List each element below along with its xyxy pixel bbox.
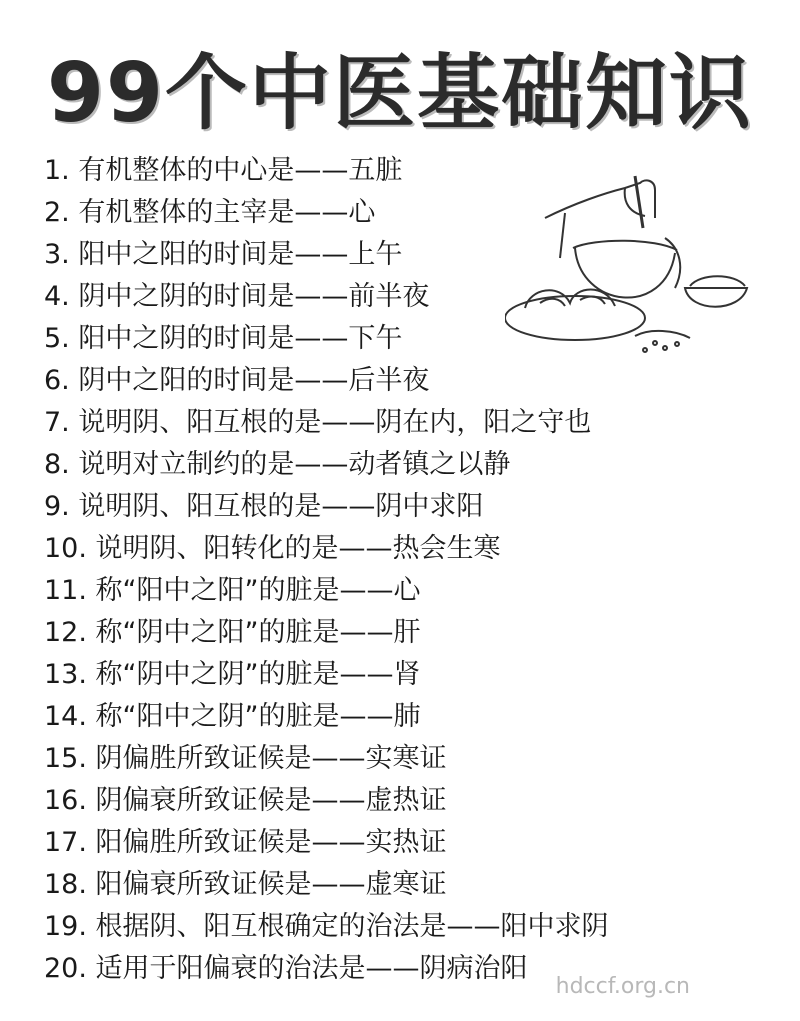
list-item: 15. 阴偏胜所致证候是——实寒证 — [44, 743, 447, 774]
list-item: 10. 说明阴、阳转化的是——热会生寒 — [44, 533, 501, 564]
page-title: 99个中医基础知识 — [46, 46, 754, 141]
list-item: 6. 阴中之阳的时间是——后半夜 — [44, 365, 430, 396]
list-item: 19. 根据阴、阳互根确定的治法是——阳中求阴 — [44, 911, 609, 942]
list-item: 7. 说明阴、阳互根的是——阴在内，阳之守也 — [44, 407, 592, 438]
list-item: 14. 称“阳中之阴”的脏是——肺 — [44, 701, 421, 732]
list-item: 18. 阳偏衰所致证候是——虚寒证 — [44, 869, 447, 900]
knowledge-list — [44, 150, 609, 990]
list-item: 2. 有机整体的主宰是——心 — [44, 197, 376, 228]
list-item: 1. 有机整体的中心是——五脏 — [44, 155, 403, 186]
watermark: hdccf.org.cn — [555, 974, 690, 999]
list-item: 20. 适用于阳偏衰的治法是——阴病治阳 — [44, 953, 528, 984]
list-item: 4. 阴中之阴的时间是——前半夜 — [44, 281, 430, 312]
list-item: 12. 称“阴中之阳”的脏是——肝 — [44, 617, 421, 648]
list-item: 3. 阳中之阳的时间是——上午 — [44, 239, 403, 270]
list-item: 13. 称“阴中之阴”的脏是——肾 — [44, 659, 421, 690]
list-item: 5. 阳中之阴的时间是——下午 — [44, 323, 403, 354]
list-item: 9. 说明阴、阳互根的是——阴中求阳 — [44, 491, 484, 522]
list-item: 17. 阳偏胜所致证候是——实热证 — [44, 827, 447, 858]
list-item: 16. 阴偏衰所致证候是——虚热证 — [44, 785, 447, 816]
list-item: 11. 称“阳中之阳”的脏是——心 — [44, 575, 421, 606]
list-item: 8. 说明对立制约的是——动者镇之以静 — [44, 449, 511, 480]
